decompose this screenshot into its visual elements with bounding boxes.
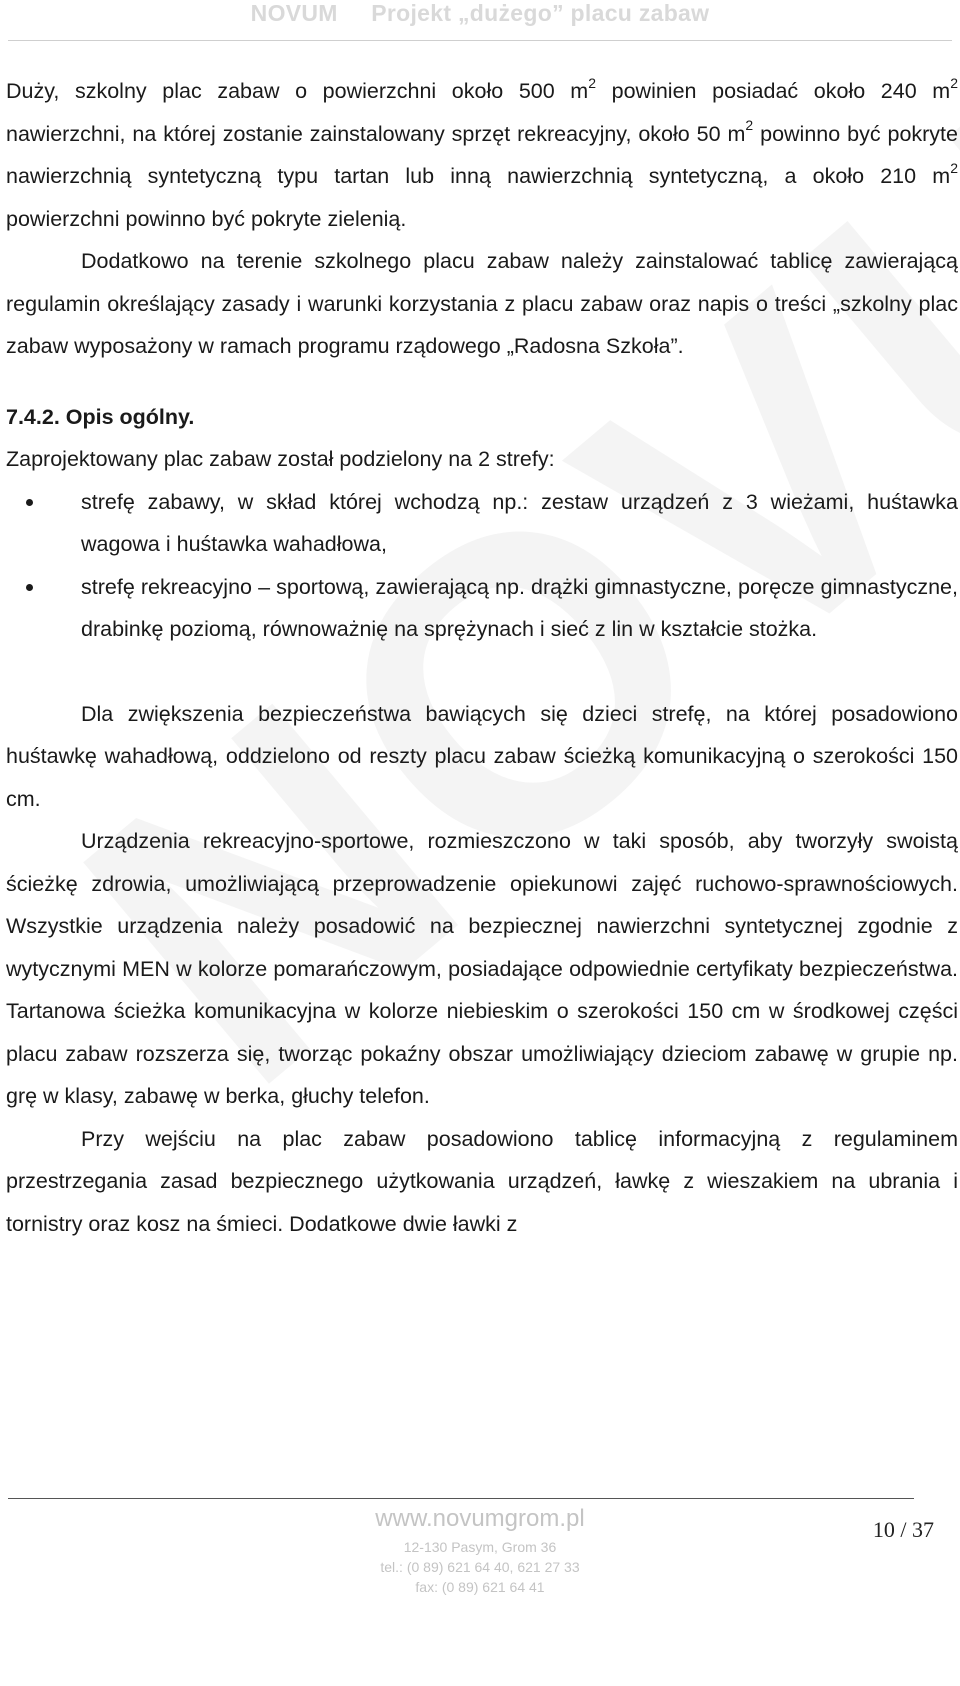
- footer-fax: fax: (0 89) 621 64 41: [415, 1579, 545, 1595]
- intro-text-1: Duży, szkolny plac zabaw o powierzchni około 500 m: [6, 79, 589, 103]
- header-title: NOVUM Projekt „dużego” placu zabaw: [250, 0, 710, 26]
- document-body: [6, 70, 958, 1245]
- intro-paragraph: [6, 70, 958, 240]
- page-header: [0, 0, 960, 42]
- entrance-paragraph: Przy wejściu na plac zabaw posadowiono tablicę informacyjną z regulaminem przestrzegania zasad bezpiecznego użytkowania urządzeń, ławkę z wieszakiem na ubrania i tornistry oraz kosz na śmieci. Dodatkowe dwie ławki z: [6, 1126, 958, 1236]
- superscript: 2: [745, 117, 754, 134]
- section-lead: Zaprojektowany plac zabaw został podzielony na 2 strefy:: [6, 447, 555, 471]
- list-item-text: strefę zabawy, w skład której wchodzą np.: zestaw urządzeń z 3 wieżami, huśtawka wagowa i huśtawka wahadłowa,: [81, 489, 958, 556]
- devices-paragraph: Urządzenia rekreacyjno-sportowe, rozmieszczono w taki sposób, aby tworzyły swoistą ścieżkę zdrowia, umożliwiającą przeprowadzenie opiekunowi zajęć ruchowo-sprawnościowych. Wszystkie urządzenia należy posadowić na bezpiecznej nawierzchni syntetycznej zgodnie z wytycznymi MEN w kolorze pomarańczowym, posiadające odpowiednie certyfikaty bezpieczeństwa. Tartanowa ścieżka komunikacyjna w kolorze niebieskim o szerokości 150 cm w środkowej części placu zabaw rozszerza się, tworząc pokaźny obszar umożliwiający dzieciom zabawę w grupie np. grę w klasy, zabawę w berka, głuchy telefon.: [6, 829, 958, 1108]
- section-heading: 7.4.2. Opis ogólny.: [6, 404, 195, 429]
- list-item: [6, 566, 958, 651]
- footer-website[interactable]: www.novumgrom.pl: [375, 1505, 585, 1532]
- footer-divider: [8, 1498, 914, 1499]
- footer-phone: tel.: (0 89) 621 64 40, 621 27 33: [380, 1559, 580, 1575]
- superscript: 2: [588, 74, 597, 91]
- intro-text-3: nawierzchni, na której zostanie zainstalowany sprzęt rekreacyjny, około 50 m: [6, 121, 746, 146]
- list-item-text: strefę rekreacyjno – sportową, zawierającą np. drążki gimnastyczne, poręcze gimnastyczne, drabinkę poziomą, równoważnię na sprężynach i sieć z lin w kształcie stożka.: [81, 574, 958, 641]
- intro-text-4: powinno być pokryte nawierzchnią syntetyczną typu tartan lub inną nawierzchnią syntetyczną, a około 210 m: [6, 121, 958, 188]
- sign-paragraph: Dodatkowo na terenie szkolnego placu zabaw należy zainstalować tablicę zawierającą regulamin określający zasady i warunki korzystania z placu zabaw oraz napis o treści „szkolny plac zabaw wyposażony w ramach programu rządowego „Radosna Szkoła”.: [6, 249, 958, 358]
- superscript: 2: [950, 159, 958, 176]
- bullet-icon: [26, 499, 33, 506]
- list-item: [6, 481, 958, 566]
- footer-address: 12-130 Pasym, Grom 36: [403, 1539, 557, 1555]
- page-number: 10 / 37: [872, 1517, 934, 1542]
- header-divider: [8, 40, 952, 41]
- bullet-icon: [26, 584, 33, 591]
- intro-text-2: powinien posiadać około 240 m: [596, 79, 951, 103]
- safety-paragraph: Dla zwiększenia bezpieczeństwa bawiących się dzieci strefę, na której posadowiono huśtawkę wahadłową, oddzielono od reszty placu zabaw ścieżką komunikacyjną o szerokości 150 cm.: [6, 701, 958, 811]
- superscript: 2: [950, 74, 958, 91]
- intro-text-5: powierzchni powinno być pokryte zielenią.: [6, 206, 407, 231]
- zones-list: [6, 481, 958, 651]
